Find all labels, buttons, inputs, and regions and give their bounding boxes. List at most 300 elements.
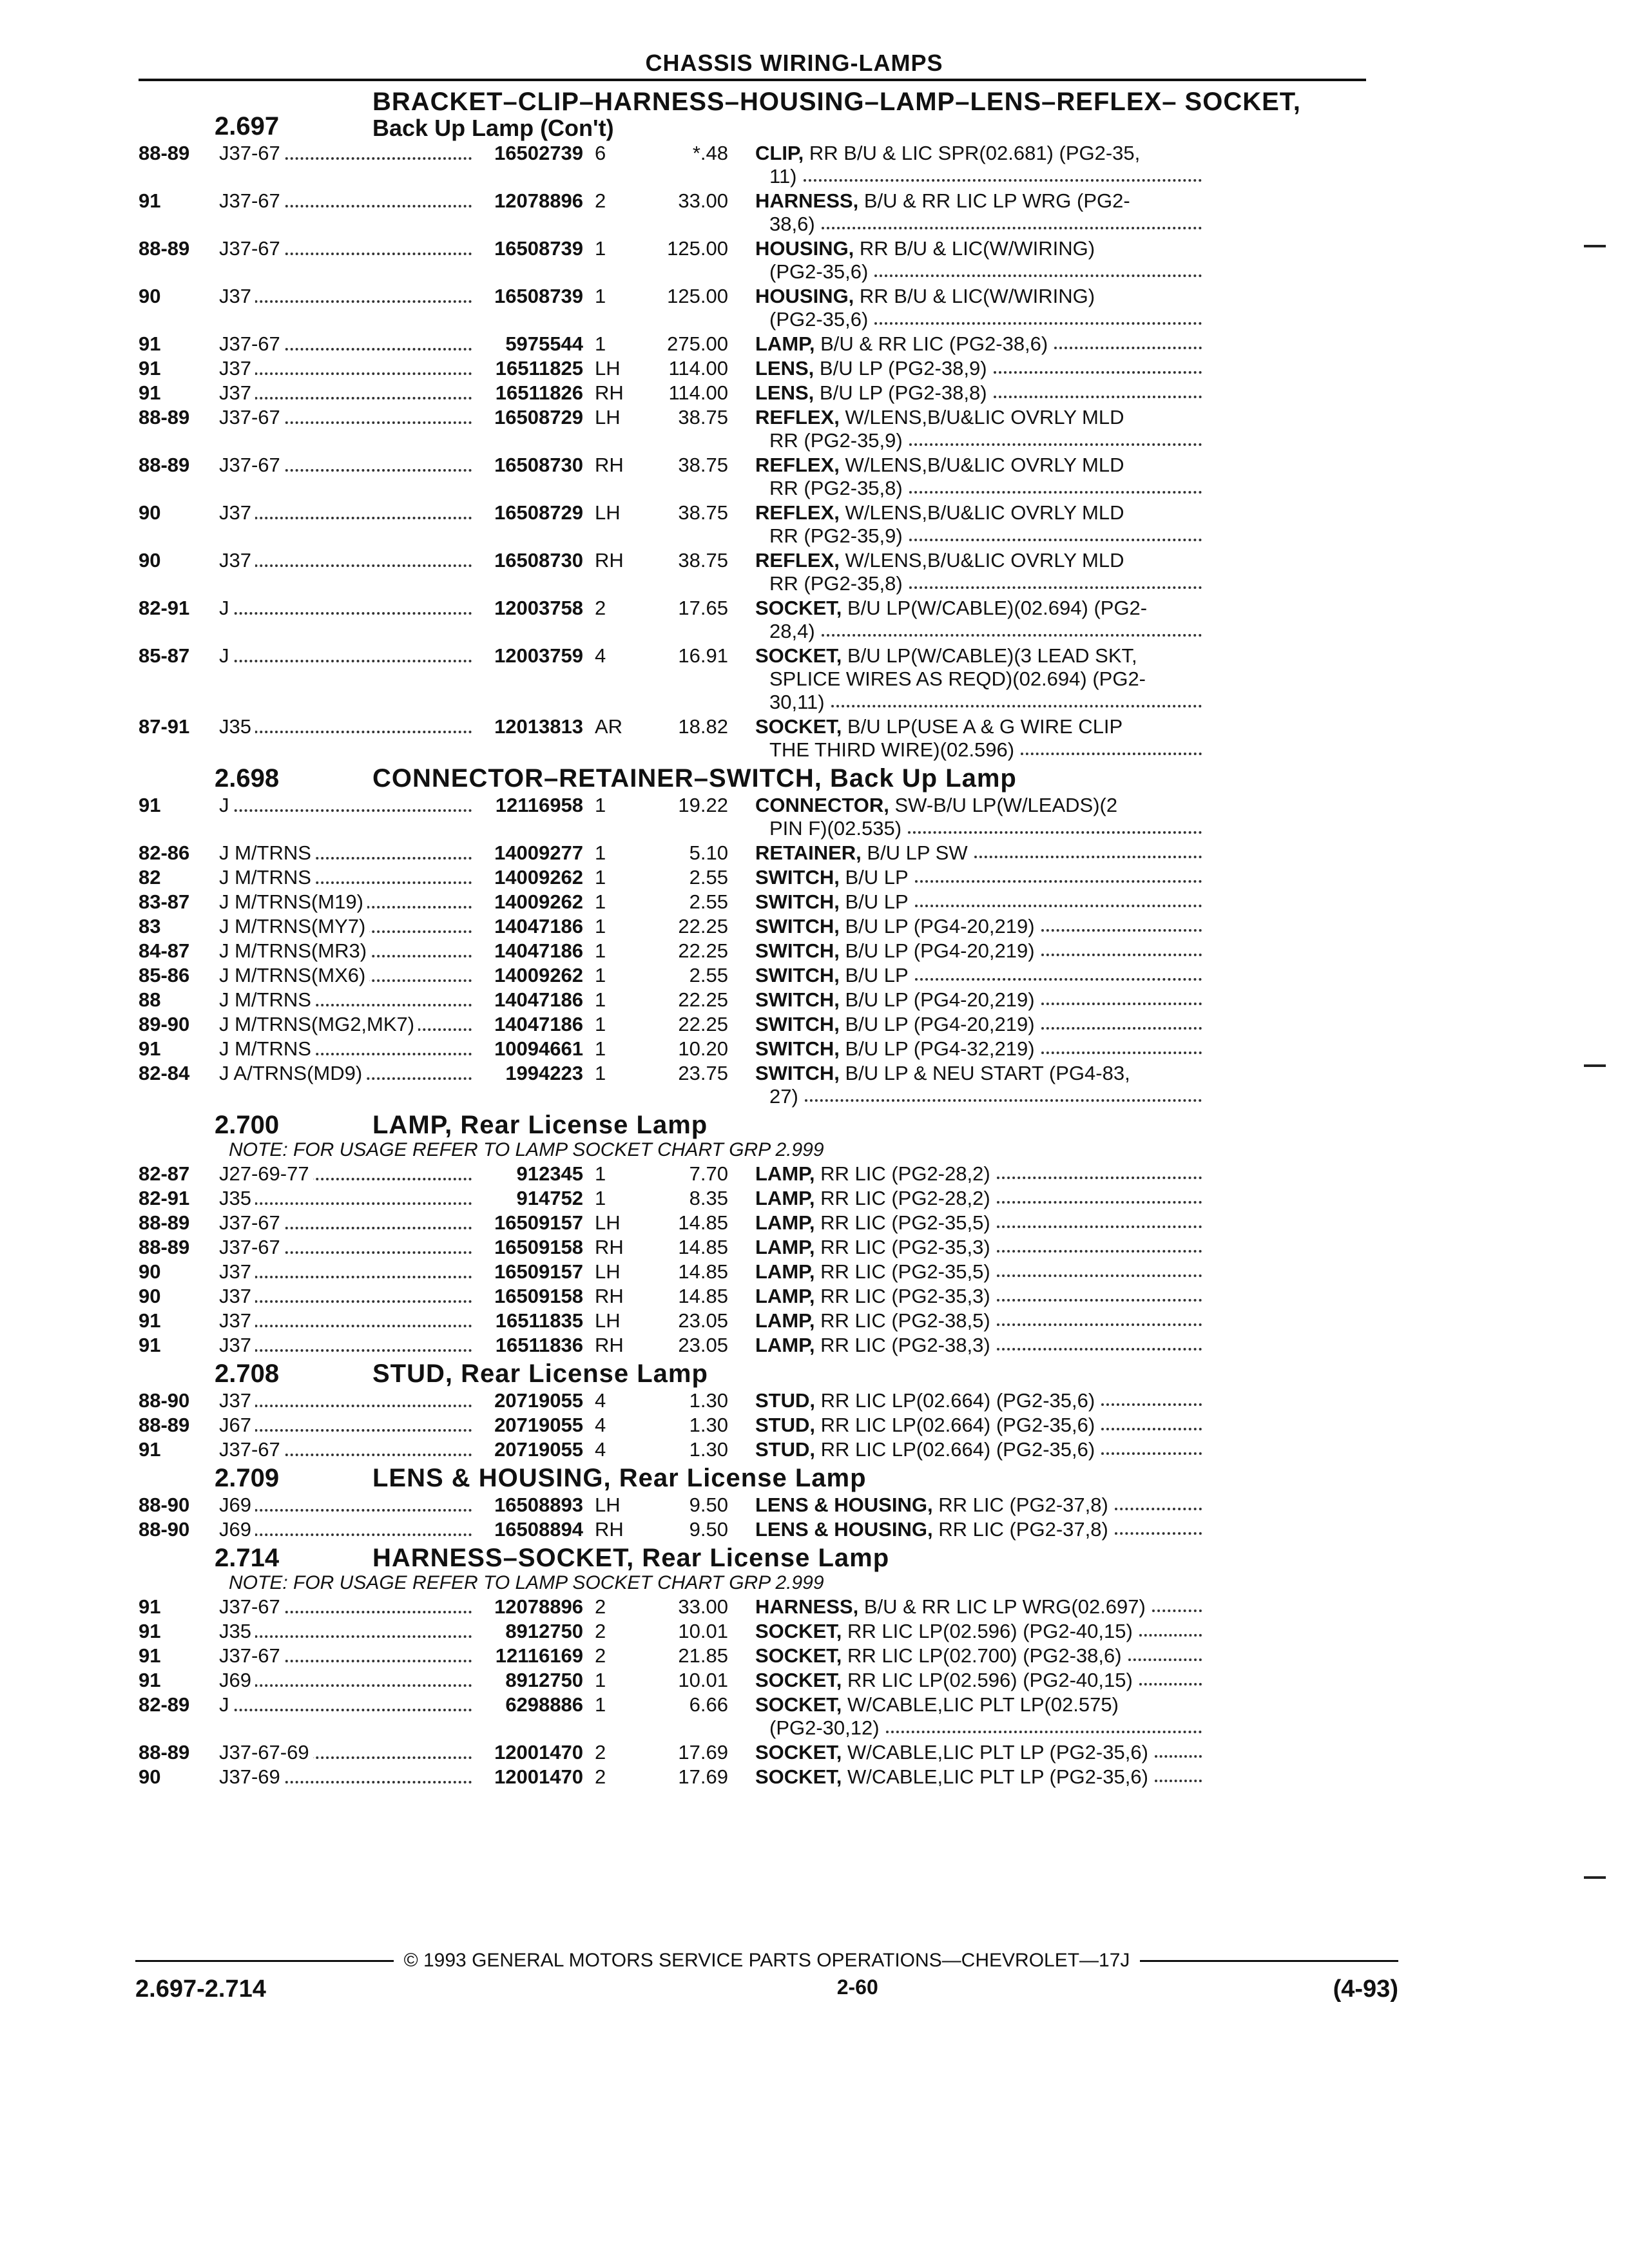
description-continued: THE THIRD WIRE)(02.596) [769, 738, 1015, 761]
price: 10.20 [678, 1037, 728, 1060]
model-code: J37 [219, 501, 255, 524]
section-2 [139, 1111, 1373, 1357]
model-years: 91 [139, 1644, 161, 1667]
quantity: 2 [595, 1765, 606, 1788]
dot-leader [997, 1260, 1202, 1277]
price: 114.00 [668, 381, 728, 404]
price: 22.25 [678, 915, 728, 937]
model-years: 90 [139, 1765, 161, 1788]
part-number: 14047186 [494, 915, 583, 937]
part-keyword: LAMP, [755, 1187, 815, 1209]
part-number: 8912750 [505, 1669, 583, 1691]
dot-leader [915, 866, 1202, 883]
footer-rule-right [1140, 1960, 1398, 1962]
description-line [755, 524, 1202, 548]
description-line [755, 866, 1202, 889]
description-text: RR LIC (PG2-38,5) [820, 1309, 990, 1332]
model-cell [219, 715, 477, 762]
description-text: B/U LP(USE A & G WIRE CLIP [847, 715, 1123, 738]
quantity: RH [595, 1285, 624, 1307]
model-years: 88-89 [139, 1211, 190, 1234]
model-cell [219, 381, 477, 405]
price: 1.30 [689, 1414, 728, 1436]
quantity: 1 [595, 1013, 606, 1035]
part-row [139, 1620, 1373, 1643]
footer-copyright: © 1993 GENERAL MOTORS SERVICE PARTS OPERATIONS—CHEVROLET—17J [403, 1950, 1130, 1971]
quantity: 4 [595, 644, 606, 667]
part-keyword: LENS, [755, 381, 815, 404]
part-keyword: LAMP, [755, 332, 815, 355]
model-code: J [219, 1693, 233, 1716]
part-row [139, 866, 1373, 889]
model-years: 87-91 [139, 715, 190, 738]
model-cell [219, 1693, 477, 1740]
quantity: LH [595, 357, 621, 380]
section-0 [139, 88, 1373, 762]
description-line [755, 817, 1202, 840]
description-line [755, 1438, 1202, 1461]
price: 7.70 [689, 1162, 728, 1185]
section-title-main: HARNESS–SOCKET, Rear License Lamp [372, 1544, 890, 1572]
quantity: LH [595, 1211, 621, 1234]
model-code: J37-67 [219, 1438, 284, 1461]
model-years: 91 [139, 1438, 161, 1461]
description [728, 454, 1202, 500]
model-code: J69 [219, 1518, 255, 1541]
quantity: RH [595, 549, 624, 572]
quantity: 2 [595, 189, 606, 212]
quantity: 1 [595, 988, 606, 1011]
description [728, 644, 1202, 714]
model-code: J35 [219, 715, 255, 738]
description-line [755, 738, 1202, 762]
model-code: J35 [219, 1620, 255, 1642]
model-cell [219, 1389, 477, 1412]
model-years: 88-90 [139, 1494, 190, 1516]
part-row [139, 501, 1373, 548]
dot-leader [994, 357, 1202, 374]
dot-leader [805, 1085, 1202, 1102]
quantity: 1 [595, 1062, 606, 1084]
part-number: 16508730 [494, 454, 583, 476]
model-years: 83 [139, 915, 161, 937]
quantity: 1 [595, 332, 606, 355]
dot-leader [1139, 1620, 1202, 1637]
part-row [139, 1062, 1373, 1108]
part-keyword: HARNESS, [755, 1595, 859, 1618]
part-number: 20719055 [494, 1438, 583, 1461]
part-row [139, 406, 1373, 452]
dot-leader [822, 213, 1202, 229]
description-line [755, 841, 1202, 865]
dot-leader [997, 1236, 1202, 1253]
price: 2.55 [689, 964, 728, 986]
price: *.48 [692, 142, 728, 164]
description-text: B/U & RR LIC LP WRG (PG2- [863, 189, 1130, 212]
dot-leader [1054, 332, 1202, 349]
description-text: B/U LP [845, 890, 909, 913]
part-number: 14047186 [494, 939, 583, 962]
description-continued: (PG2-35,6) [769, 308, 869, 331]
description-continued: 28,4) [769, 620, 815, 642]
description-line [755, 1716, 1202, 1740]
part-row [139, 142, 1373, 188]
description-line [755, 285, 1202, 308]
part-number: 12078896 [494, 1595, 583, 1618]
quantity: 1 [595, 1162, 606, 1185]
part-row [139, 1162, 1373, 1186]
part-row [139, 1285, 1373, 1308]
part-keyword: SOCKET, [755, 597, 842, 619]
model-code: J37 [219, 285, 255, 307]
price: 19.22 [678, 794, 728, 816]
page-footer [135, 1950, 1398, 2003]
section-title [372, 764, 1017, 793]
description-text: B/U LP (PG2-38,8) [819, 381, 987, 404]
part-row [139, 189, 1373, 236]
description [728, 1285, 1202, 1308]
description-line [755, 1211, 1202, 1235]
model-cell [219, 1494, 477, 1517]
description-line [755, 1389, 1202, 1412]
dot-leader [909, 429, 1202, 446]
part-row [139, 915, 1373, 938]
quantity: LH [595, 1260, 621, 1283]
part-row [139, 1644, 1373, 1667]
description-text: B/U LP (PG4-32,219) [845, 1037, 1035, 1060]
section-title [372, 1544, 889, 1572]
description-text: RR B/U & LIC SPR(02.681) (PG2-35, [809, 142, 1141, 164]
header-rule [139, 79, 1366, 81]
description [728, 1236, 1202, 1259]
part-number: 12001470 [494, 1765, 583, 1788]
part-row [139, 1741, 1373, 1764]
model-years: 91 [139, 794, 161, 816]
description-line [755, 715, 1202, 738]
description-line [755, 620, 1202, 643]
description-line [755, 1334, 1202, 1357]
model-cell [219, 939, 477, 963]
section-title [372, 88, 1301, 140]
price: 6.66 [689, 1693, 728, 1716]
part-keyword: STUD, [755, 1414, 815, 1436]
description [728, 1741, 1202, 1764]
part-row [139, 715, 1373, 762]
model-code: J [219, 644, 233, 667]
model-cell [219, 142, 477, 188]
dot-leader [994, 381, 1202, 398]
margin-mark [1584, 245, 1606, 247]
quantity: RH [595, 381, 624, 404]
description-text: RR LIC (PG2-28,2) [820, 1187, 990, 1209]
part-row [139, 964, 1373, 987]
price: 21.85 [678, 1644, 728, 1667]
description-text: B/U & RR LIC LP WRG(02.697) [863, 1595, 1146, 1618]
part-row [139, 1236, 1373, 1259]
part-number: 16508729 [494, 501, 583, 524]
part-number: 14047186 [494, 1013, 583, 1035]
dot-leader [886, 1716, 1202, 1733]
description-line [755, 1765, 1202, 1789]
description-line [755, 1260, 1202, 1283]
model-cell [219, 1013, 477, 1036]
part-keyword: STUD, [755, 1438, 815, 1461]
quantity: RH [595, 1518, 624, 1541]
part-number: 8912750 [505, 1620, 583, 1642]
quantity: 1 [595, 939, 606, 962]
description-text: W/LENS,B/U&LIC OVRLY MLD [845, 406, 1124, 428]
description-line [755, 549, 1202, 572]
part-row [139, 1334, 1373, 1357]
quantity: 1 [595, 890, 606, 913]
price: 9.50 [689, 1494, 728, 1516]
description-text: W/CABLE,LIC PLT LP (PG2-35,6) [847, 1741, 1148, 1763]
part-keyword: LENS & HOUSING, [755, 1518, 933, 1541]
part-keyword: SOCKET, [755, 1669, 842, 1691]
description-line [755, 1595, 1202, 1619]
model-code: J A/TRNS(MD9) [219, 1062, 366, 1084]
footer-date: (4-93) [1333, 1975, 1398, 2003]
section-title-main: CONNECTOR–RETAINER–SWITCH, Back Up Lamp [372, 764, 1017, 793]
part-number: 12001470 [494, 1741, 583, 1763]
description-line [755, 357, 1202, 380]
description-text: RR LIC (PG2-37,8) [938, 1494, 1108, 1516]
footer-rule-left [135, 1960, 394, 1962]
description [728, 1494, 1202, 1517]
model-years: 83-87 [139, 890, 190, 913]
price: 18.82 [678, 715, 728, 738]
description-line [755, 1414, 1202, 1437]
description-text: RR LIC LP(02.664) (PG2-35,6) [820, 1414, 1095, 1436]
description-line [755, 1037, 1202, 1061]
model-code: J69 [219, 1669, 255, 1691]
part-number: 16511826 [495, 381, 583, 404]
part-keyword: LENS & HOUSING, [755, 1494, 933, 1516]
description-line [755, 915, 1202, 938]
model-cell [219, 915, 477, 938]
model-cell [219, 406, 477, 452]
description-line [755, 1285, 1202, 1308]
dot-leader [1021, 738, 1202, 755]
dot-leader [1115, 1494, 1202, 1510]
part-number: 16509157 [494, 1260, 583, 1283]
price: 22.25 [678, 988, 728, 1011]
part-keyword: LENS, [755, 357, 815, 380]
part-row [139, 890, 1373, 914]
description [728, 1162, 1202, 1186]
dot-leader [219, 1202, 472, 1205]
description-text: B/U LP [845, 866, 909, 889]
part-keyword: LAMP, [755, 1162, 815, 1185]
section-number: 2.708 [215, 1360, 280, 1388]
quantity: LH [595, 1309, 621, 1332]
part-row [139, 644, 1373, 714]
model-years: 89-90 [139, 1013, 190, 1035]
description [728, 406, 1202, 452]
part-number: 14047186 [494, 988, 583, 1011]
part-keyword: RETAINER, [755, 841, 862, 864]
part-number: 1994223 [505, 1062, 583, 1084]
description-text: B/U LP (PG4-20,219) [845, 939, 1035, 962]
part-keyword: SOCKET, [755, 715, 842, 738]
description [728, 1620, 1202, 1643]
catalog-page [139, 50, 1373, 1789]
dot-leader [915, 890, 1202, 907]
quantity: 2 [595, 1595, 606, 1618]
part-number: 16502739 [494, 142, 583, 164]
section-number: 2.698 [215, 764, 280, 793]
model-code: J M/TRNS [219, 1037, 315, 1060]
dot-leader [997, 1285, 1202, 1302]
quantity: 1 [595, 285, 606, 307]
model-cell [219, 964, 477, 987]
description [728, 597, 1202, 643]
part-number: 16508893 [494, 1494, 583, 1516]
part-number: 912345 [516, 1162, 583, 1185]
section-title-main: LENS & HOUSING, Rear License Lamp [372, 1464, 867, 1492]
description-text: RR LIC (PG2-38,3) [820, 1334, 990, 1356]
model-cell [219, 237, 477, 284]
dot-leader [997, 1211, 1202, 1228]
part-row [139, 1518, 1373, 1541]
model-years: 90 [139, 501, 161, 524]
model-cell [219, 1285, 477, 1308]
description [728, 841, 1202, 865]
dot-leader [219, 1429, 472, 1432]
model-code: J37 [219, 1389, 255, 1412]
model-code: J37 [219, 381, 255, 404]
part-number: 20719055 [494, 1414, 583, 1436]
price: 275.00 [667, 332, 728, 355]
dot-leader [219, 1405, 472, 1407]
description [728, 332, 1202, 356]
model-code: J37-67 [219, 406, 284, 428]
section-title [372, 1360, 708, 1388]
description-line [755, 668, 1202, 691]
part-number: 16509157 [494, 1211, 583, 1234]
description-line [755, 1236, 1202, 1259]
description-text: B/U LP (PG4-20,219) [845, 915, 1035, 937]
part-number: 16509158 [494, 1236, 583, 1258]
description-text: RR LIC (PG2-28,2) [820, 1162, 990, 1185]
price: 125.00 [667, 285, 728, 307]
model-years: 88-90 [139, 1518, 190, 1541]
description [728, 915, 1202, 938]
description [728, 1595, 1202, 1619]
model-cell [219, 1741, 477, 1764]
section-4 [139, 1464, 1373, 1541]
dot-leader [219, 517, 472, 519]
part-keyword: SOCKET, [755, 1741, 842, 1763]
part-keyword: LAMP, [755, 1236, 815, 1258]
description-text: B/U LP SW [867, 841, 968, 864]
dot-leader [219, 1533, 472, 1536]
part-number: 16508894 [494, 1518, 583, 1541]
dot-leader [1041, 988, 1202, 1005]
section-number: 2.714 [215, 1544, 280, 1572]
model-code: J [219, 597, 233, 619]
model-cell [219, 841, 477, 865]
model-cell [219, 1518, 477, 1541]
description [728, 715, 1202, 762]
dot-leader [219, 612, 472, 615]
model-code: J M/TRNS [219, 988, 315, 1011]
section-title-main: LAMP, Rear License Lamp [372, 1111, 708, 1139]
part-number: 16508739 [494, 285, 583, 307]
section-1 [139, 764, 1373, 1108]
description-line [755, 1644, 1202, 1667]
part-keyword: LAMP, [755, 1334, 815, 1356]
model-years: 91 [139, 1334, 161, 1356]
price: 14.85 [678, 1236, 728, 1258]
part-number: 14009262 [494, 866, 583, 889]
description-text: RR LIC LP(02.596) (PG2-40,15) [847, 1669, 1133, 1691]
model-code: J37-67 [219, 332, 284, 355]
model-cell [219, 501, 477, 548]
dot-leader [219, 300, 472, 303]
section-heading [139, 1544, 1373, 1572]
model-cell [219, 1062, 477, 1108]
description-line [755, 988, 1202, 1012]
footer-line [135, 1950, 1398, 1972]
dot-leader [219, 1325, 472, 1327]
part-keyword: REFLEX, [755, 501, 840, 524]
price: 14.85 [678, 1285, 728, 1307]
model-years: 90 [139, 285, 161, 307]
description [728, 1334, 1202, 1357]
model-years: 82 [139, 866, 161, 889]
part-row [139, 597, 1373, 643]
model-years: 82-91 [139, 597, 190, 619]
quantity: 2 [595, 597, 606, 619]
part-number: 20719055 [494, 1389, 583, 1412]
description-text: W/CABLE,LIC PLT LP(02.575) [847, 1693, 1119, 1716]
part-keyword: SWITCH, [755, 1037, 840, 1060]
description-line [755, 1013, 1202, 1036]
description-text: B/U LP & NEU START (PG4-83, [845, 1062, 1130, 1084]
description-continued: PIN F)(02.535) [769, 817, 902, 840]
model-years: 82-87 [139, 1162, 190, 1185]
dot-leader [1115, 1518, 1202, 1535]
model-cell [219, 644, 477, 714]
model-code: J37-67 [219, 237, 284, 260]
description [728, 189, 1202, 236]
part-keyword: HARNESS, [755, 189, 859, 212]
model-cell [219, 1187, 477, 1210]
description [728, 939, 1202, 963]
section-title-main: BRACKET–CLIP–HARNESS–HOUSING–LAMP–LENS–REFLEX– SOCKET, [372, 88, 1301, 116]
description-line [755, 1669, 1202, 1692]
description [728, 142, 1202, 188]
section-number: 2.709 [215, 1464, 280, 1492]
model-code: J37-69 [219, 1765, 284, 1788]
description-line [755, 890, 1202, 914]
description-continued: 38,6) [769, 213, 815, 235]
description [728, 501, 1202, 548]
description [728, 964, 1202, 987]
part-row [139, 285, 1373, 331]
model-code: J37 [219, 357, 255, 380]
dot-leader [874, 260, 1202, 277]
part-number: 12078896 [494, 189, 583, 212]
dot-leader [219, 1709, 472, 1711]
description [728, 1187, 1202, 1210]
part-keyword: SOCKET, [755, 1644, 842, 1667]
description [728, 1062, 1202, 1108]
model-years: 90 [139, 1260, 161, 1283]
description-continued: SPLICE WIRES AS REQD)(02.694) (PG2- [769, 668, 1146, 690]
model-years: 91 [139, 332, 161, 355]
